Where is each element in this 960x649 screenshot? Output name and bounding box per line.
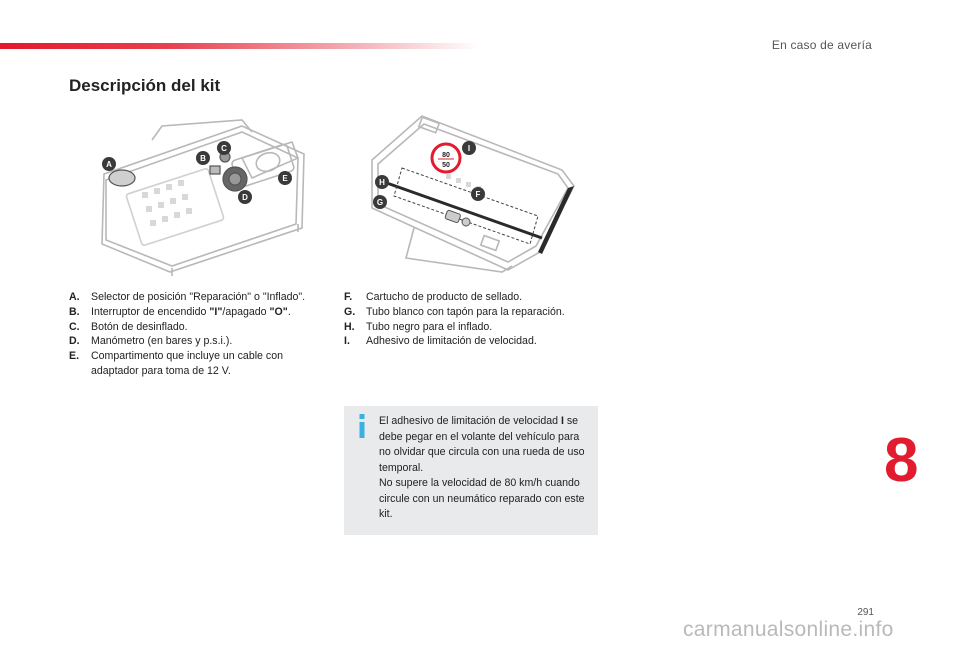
info-paragraph bbox=[379, 414, 591, 476]
item-key: H. bbox=[344, 320, 355, 333]
legend-list-left bbox=[69, 290, 331, 379]
callout-e: E bbox=[282, 174, 288, 183]
item-text: Compartimento que incluye un cable con adaptador para toma de 12 V. bbox=[91, 350, 283, 377]
item-key: D. bbox=[69, 335, 80, 348]
header-color-bar bbox=[0, 43, 480, 49]
item-text: Tubo blanco con tapón para la reparación. bbox=[366, 305, 565, 318]
text-bold: I bbox=[560, 415, 564, 427]
list-item bbox=[69, 305, 331, 320]
callout-a: A bbox=[106, 160, 112, 169]
item-key: B. bbox=[69, 305, 80, 318]
sticker-speed-bottom: 50 bbox=[442, 162, 450, 169]
item-key: E. bbox=[69, 350, 80, 363]
list-item bbox=[344, 290, 606, 305]
item-text: Manómetro (en bares y p.s.i.). bbox=[91, 335, 233, 348]
info-box bbox=[344, 406, 598, 535]
item-text: Botón de desinflado. bbox=[91, 320, 188, 333]
info-paragraph: No supere la velocidad de 80 km/h cuando circule con un neumático reparado con este kit. bbox=[379, 477, 585, 520]
item-text: Tubo negro para el inflado. bbox=[366, 320, 493, 333]
page-number: 291 bbox=[857, 607, 874, 618]
callout-d: D bbox=[242, 193, 248, 202]
compressor-kit-illustration bbox=[92, 118, 312, 278]
callout-h: H bbox=[379, 178, 385, 187]
list-item bbox=[69, 290, 331, 305]
item-text: Cartucho de producto de sellado. bbox=[366, 291, 523, 303]
list-item bbox=[344, 305, 606, 320]
list-item bbox=[69, 320, 331, 335]
info-text bbox=[379, 414, 591, 523]
item-text bbox=[91, 305, 291, 320]
watermark: carmanualsonline.info bbox=[683, 618, 894, 641]
text-segment: El adhesivo de limitación de velocidad bbox=[379, 415, 561, 427]
callout-b: B bbox=[200, 154, 206, 163]
callout-g: G bbox=[376, 198, 384, 207]
list-item bbox=[344, 320, 606, 335]
item-key: I. bbox=[344, 335, 350, 348]
callout-i: I bbox=[467, 144, 471, 153]
item-key: F. bbox=[344, 291, 353, 303]
text-segment: /apagado bbox=[222, 305, 270, 318]
section-title: En caso de avería bbox=[771, 38, 872, 52]
legend-list-right bbox=[344, 290, 606, 349]
item-key: A. bbox=[69, 291, 80, 303]
item-text: Adhesivo de limitación de velocidad. bbox=[366, 335, 537, 348]
page-title: Descripción del kit bbox=[69, 76, 221, 95]
item-text: Selector de posición "Reparación" o "Inflado". bbox=[91, 291, 306, 303]
list-item bbox=[69, 334, 331, 349]
text-segment: Interruptor de encendido bbox=[91, 305, 210, 318]
text-segment: . bbox=[287, 305, 291, 318]
item-key: C. bbox=[69, 320, 80, 333]
list-item bbox=[344, 334, 606, 349]
callout-f: F bbox=[475, 190, 481, 199]
chapter-number: 8 bbox=[884, 426, 919, 495]
text-bold-on: "I" bbox=[209, 305, 223, 318]
info-icon bbox=[358, 414, 366, 438]
text-bold-off: "O" bbox=[269, 305, 288, 318]
sticker-speed-top: 80 bbox=[442, 152, 450, 159]
item-key: G. bbox=[344, 305, 356, 318]
text-segment: se debe pegar en el volante del vehículo para no olvidar que circula con una rueda de uso temporal. bbox=[379, 415, 585, 474]
kit-underside-illustration bbox=[362, 112, 584, 274]
list-item bbox=[69, 349, 331, 379]
callout-c: C bbox=[221, 144, 227, 153]
